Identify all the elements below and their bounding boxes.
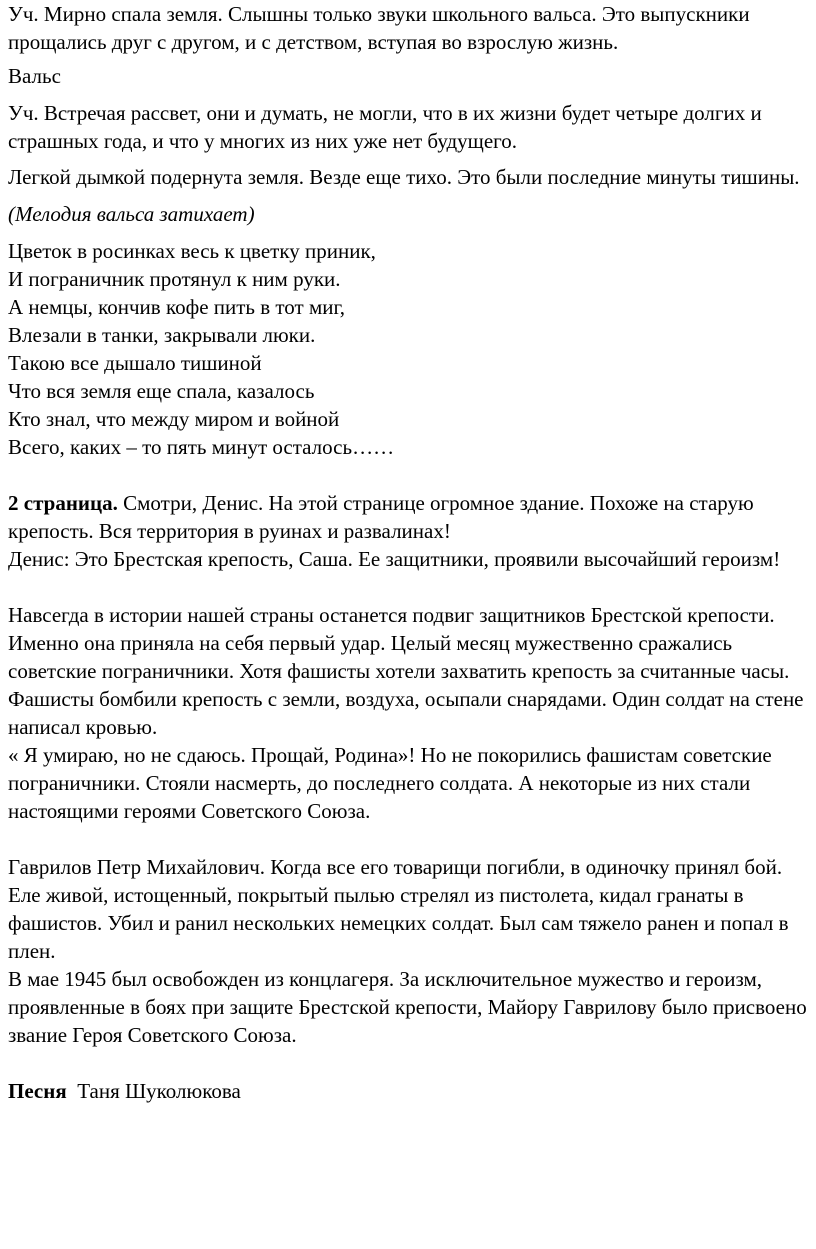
stage-direction: (Мелодия вальса затихает)	[8, 202, 255, 226]
song-performer: Таня Шуколюкова	[66, 1079, 241, 1103]
gavrilov-section	[8, 853, 810, 1049]
gavrilov-text: Гаврилов Петр Михайлович. Когда все его товарищи погибли, в одиночку принял бой. Еле живой, истощенный, покрытый пылью стрелял из пистолета, кидал гранаты в фашистов. Убил и ранил нескольких немецких солдат. Был сам тяжело ранен и попал в плен.	[8, 855, 789, 963]
poem-line: А немцы, кончив кофе пить в тот миг,	[8, 295, 345, 319]
poem-line: Влезали в танки, закрывали люки.	[8, 323, 316, 347]
gavrilov-text-2: В мае 1945 был освобожден из концлагеря. За исключительное мужество и героизм, проявленные в боях при защите Брестской крепости, Майору Гаврилову было присвоено звание Героя Советского Союза.	[8, 967, 807, 1047]
poem-line: Такою все дышало тишиной	[8, 351, 262, 375]
paragraph-silence: Легкой дымкой подернута земля. Везде еще тихо. Это были последние минуты тишины.	[8, 165, 800, 189]
paragraph-waltz: Вальс	[8, 64, 61, 88]
paragraph-intro: Уч. Мирно спала земля. Слышны только звуки школьного вальса. Это выпускники прощались друг с другом, и с детством, вступая во взрослую жизнь.	[8, 2, 750, 54]
paragraph-dawn: Уч. Встречая рассвет, они и думать, не могли, что в их жизни будет четыре долгих и страшных года, и что у многих из них уже нет будущего.	[8, 101, 762, 153]
brest-section	[8, 601, 810, 825]
song-label: Песня	[8, 1079, 67, 1103]
page2-text: Смотри, Денис. На этой странице огромное здание. Похоже на старую крепость. Вся территория в руинах и развалинах!	[8, 491, 754, 543]
brest-quote: « Я умираю, но не сдаюсь. Прощай, Родина»! Но не покорились фашистам советские пограничники. Стояли насмерть, до последнего солдата. А некоторые из них стали настоящими героями Советского Союза.	[8, 743, 772, 823]
song-line	[8, 1077, 810, 1105]
page2-paragraph	[8, 489, 810, 545]
page2-section	[8, 489, 810, 573]
poem-line: Всего, каких – то пять минут осталось……	[8, 435, 395, 459]
poem-line: Цветок в росинках весь к цветку приник,	[8, 239, 376, 263]
denis-line: Денис: Это Брестская крепость, Саша. Ее защитники, проявили высочайший героизм!	[8, 547, 781, 571]
poem-line: Кто знал, что между миром и войной	[8, 407, 340, 431]
poem	[8, 237, 810, 461]
brest-text: Навсегда в истории нашей страны останется подвиг защитников Брестской крепости. Именно она приняла на себя первый удар. Целый месяц мужественно сражались советские пограничники. Хотя фашисты хотели захватить крепость за считанные часы. Фашисты бомбили крепость с земли, воздуха, осыпали снарядами. Один солдат на стене написал кровью.	[8, 603, 804, 739]
poem-line: И пограничник протянул к ним руки.	[8, 267, 341, 291]
page2-label: 2 страница.	[8, 491, 118, 515]
poem-line: Что вся земля еще спала, казалось	[8, 379, 315, 403]
